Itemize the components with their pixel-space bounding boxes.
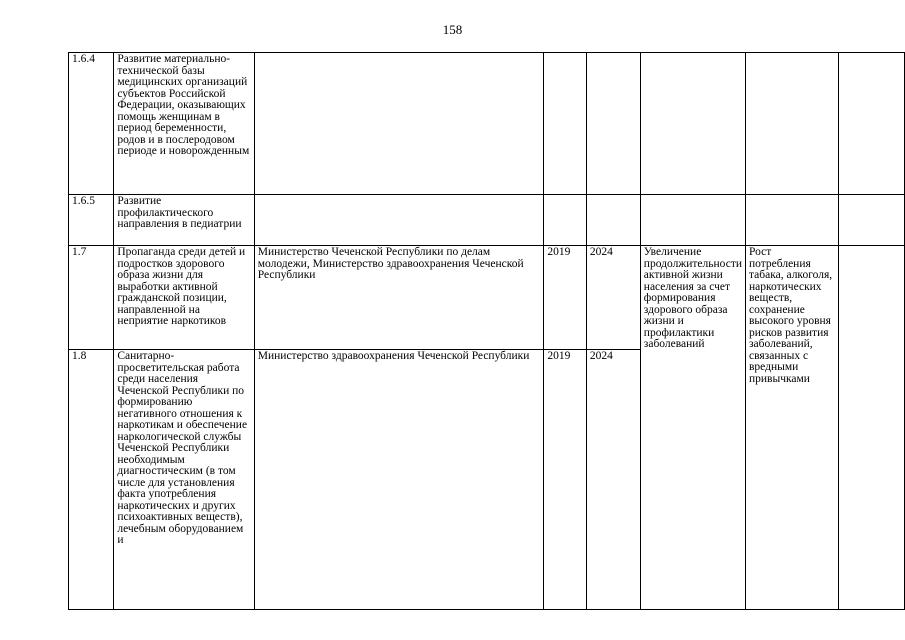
table-row bbox=[69, 53, 905, 195]
table-row bbox=[69, 246, 905, 350]
executor-cell: Министерство здравоохранения Чеченской Республики bbox=[254, 350, 544, 610]
extra-cell bbox=[839, 246, 905, 610]
result-cell: Увеличение продолжительности активной жизни населения за счет формирования здорового образа жизни и профилактики заболеваний bbox=[640, 246, 745, 610]
risk-cell: Рост потребления табака, алкоголя, наркотических веществ, сохранение высокого уровня рисков развития заболеваний, связанных с вредными привычками bbox=[746, 246, 839, 610]
end-year bbox=[586, 195, 640, 246]
measure-name: Пропаганда среди детей и подростков здорового образа жизни для выработки активной гражданской позиции, направленной на неприятие наркотиков bbox=[114, 246, 254, 350]
start-year: 2019 bbox=[544, 246, 586, 350]
risk-cell bbox=[746, 53, 839, 195]
row-number: 1.6.5 bbox=[69, 195, 114, 246]
row-number: 1.8 bbox=[69, 350, 114, 610]
row-number: 1.6.4 bbox=[69, 53, 114, 195]
risk-cell bbox=[746, 195, 839, 246]
executor-cell: Министерство Чеченской Республики по делам молодежи, Министерство здравоохранения Чеченской Республики bbox=[254, 246, 544, 350]
end-year bbox=[586, 53, 640, 195]
measures-table bbox=[68, 52, 905, 610]
measure-name: Санитарно-просветительская работа среди населения Чеченской Республики по формированию негативного отношения к наркотикам и обеспечение наркологической службы Чеченской Республики необходимым диагностическим (в том числе для установления факта употребления наркотических и других психоактивных веществ), лечебным оборудованием и bbox=[114, 350, 254, 610]
result-cell bbox=[640, 195, 745, 246]
extra-cell bbox=[839, 195, 905, 246]
executor-cell bbox=[254, 195, 544, 246]
result-cell bbox=[640, 53, 745, 195]
measure-name: Развитие материально-технической базы медицинских организаций субъектов Российской Федерации, оказывающих помощь женщинам в период беременности, родов и в послеродовом периоде и новорожденным bbox=[114, 53, 254, 195]
table-row bbox=[69, 195, 905, 246]
end-year: 2024 bbox=[586, 350, 640, 610]
executor-cell bbox=[254, 53, 544, 195]
measure-name: Развитие профилактического направления в педиатрии bbox=[114, 195, 254, 246]
row-number: 1.7 bbox=[69, 246, 114, 350]
page-number: 158 bbox=[442, 22, 463, 37]
extra-cell bbox=[839, 53, 905, 195]
start-year bbox=[544, 195, 586, 246]
end-year: 2024 bbox=[586, 246, 640, 350]
start-year bbox=[544, 53, 586, 195]
start-year: 2019 bbox=[544, 350, 586, 610]
